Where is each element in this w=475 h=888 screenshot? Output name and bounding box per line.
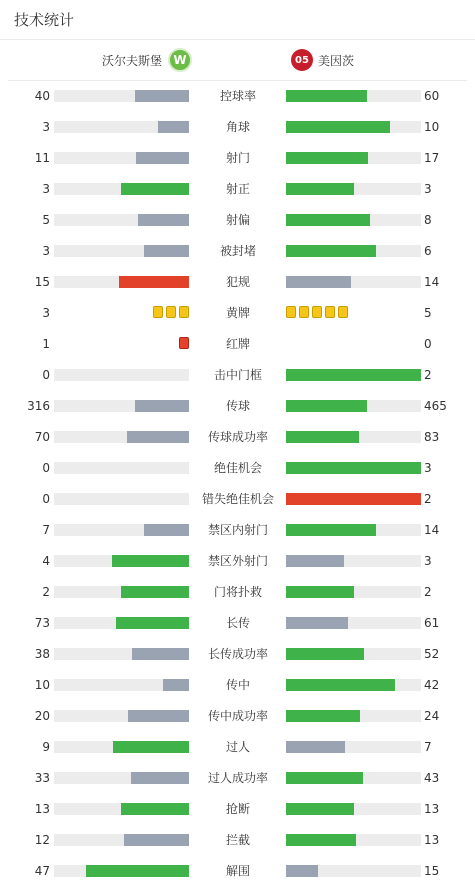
away-stat-value: 3 — [424, 554, 432, 568]
away-stat-bar-track — [286, 431, 421, 443]
away-stat-bar — [286, 493, 421, 505]
away-stat-bar — [286, 183, 354, 195]
away-stat-bar — [286, 369, 421, 381]
away-stat-bar-track — [286, 183, 421, 195]
home-stat-bar — [119, 276, 189, 288]
stat-row — [0, 608, 475, 639]
stat-row — [0, 453, 475, 484]
away-stat-value: 24 — [424, 709, 440, 723]
away-stat-bar-track — [286, 648, 421, 660]
home-team[interactable] — [102, 40, 192, 80]
home-stat-bar-track — [54, 245, 189, 257]
home-stat-value: 73 — [34, 616, 50, 630]
home-stat-bar — [128, 710, 189, 722]
home-stat-bar-track — [54, 214, 189, 226]
away-stat-bar-track — [286, 679, 421, 691]
away-stat-bar-track — [286, 586, 421, 598]
home-stat-value: 3 — [42, 120, 50, 134]
home-stat-bar-track — [54, 865, 189, 877]
home-stat-value: 0 — [42, 368, 50, 382]
title-bar — [0, 0, 475, 40]
home-yellow-cards — [153, 306, 189, 320]
away-stat-bar-track — [286, 865, 421, 877]
stat-label: 抢断 — [225, 802, 250, 816]
yellow-card-icon — [299, 306, 309, 318]
stat-label: 射偏 — [225, 213, 250, 227]
home-stat-value: 11 — [34, 151, 50, 165]
away-stat-value: 13 — [424, 833, 440, 847]
away-stat-value: 14 — [424, 523, 440, 537]
away-stat-bar — [286, 121, 390, 133]
away-stat-bar — [286, 710, 360, 722]
away-stat-bar — [286, 245, 376, 257]
stat-label: 拦截 — [225, 833, 250, 847]
yellow-card-icon — [153, 306, 163, 318]
home-stat-bar — [121, 183, 189, 195]
stat-row — [0, 205, 475, 236]
away-stat-value: 2 — [424, 585, 432, 599]
home-stat-bar — [131, 772, 189, 784]
red-card-icon — [179, 337, 189, 349]
away-stat-bar-track — [286, 245, 421, 257]
away-stat-bar-track — [286, 90, 421, 102]
stat-label: 传球成功率 — [207, 430, 268, 444]
stat-label: 过人 — [225, 740, 250, 754]
home-red-cards — [179, 337, 189, 351]
stat-label: 被封堵 — [219, 244, 256, 258]
stat-label: 禁区外射门 — [207, 554, 268, 568]
yellow-card-icon — [312, 306, 322, 318]
home-stat-value: 15 — [34, 275, 50, 289]
home-stat-bar-track — [54, 803, 189, 815]
home-stat-bar-track — [54, 121, 189, 133]
stat-label: 长传 — [225, 616, 250, 630]
stat-label: 门将扑救 — [213, 585, 262, 599]
home-stat-value: 3 — [42, 244, 50, 258]
stat-label: 禁区内射门 — [207, 523, 268, 537]
away-stat-bar — [286, 400, 367, 412]
home-stat-value: 12 — [34, 833, 50, 847]
away-stat-bar — [286, 679, 395, 691]
away-stat-value: 60 — [424, 89, 440, 103]
home-stat-bar — [144, 245, 189, 257]
away-stat-value: 83 — [424, 430, 440, 444]
away-stat-bar — [286, 214, 370, 226]
away-stat-bar — [286, 431, 359, 443]
home-stat-bar-track — [54, 586, 189, 598]
team-header — [8, 40, 467, 81]
home-stat-bar-track — [54, 772, 189, 784]
home-stat-value: 38 — [34, 647, 50, 661]
home-stat-value: 3 — [42, 182, 50, 196]
stat-label: 犯规 — [225, 275, 250, 289]
home-stat-bar — [112, 555, 189, 567]
away-stat-bar — [286, 865, 318, 877]
stat-row — [0, 825, 475, 856]
away-stat-value: 42 — [424, 678, 440, 692]
home-stat-bar-track — [54, 710, 189, 722]
home-stat-value: 316 — [27, 399, 50, 413]
home-stat-value: 5 — [42, 213, 50, 227]
stat-label: 射门 — [225, 151, 250, 165]
home-stat-bar — [163, 679, 189, 691]
away-stat-value: 2 — [424, 368, 432, 382]
home-stat-bar-track — [54, 400, 189, 412]
stat-label: 控球率 — [219, 89, 256, 103]
stat-row — [0, 515, 475, 546]
stat-row — [0, 267, 475, 298]
home-stat-bar-track — [54, 369, 189, 381]
stat-label: 角球 — [225, 120, 250, 134]
away-stat-bar-track — [286, 462, 421, 474]
away-stat-bar — [286, 555, 344, 567]
home-stat-value: 70 — [34, 430, 50, 444]
page-title: 技术统计 — [14, 11, 75, 29]
stat-row — [0, 112, 475, 143]
away-yellow-cards — [286, 306, 348, 320]
home-stat-value: 47 — [34, 864, 50, 878]
away-stat-bar-track — [286, 741, 421, 753]
home-stat-bar — [113, 741, 189, 753]
away-stat-bar — [286, 741, 345, 753]
away-stat-bar-track — [286, 493, 421, 505]
home-stat-bar — [136, 152, 189, 164]
stat-row — [0, 856, 475, 887]
away-stat-value: 3 — [424, 461, 432, 475]
home-stat-bar-track — [54, 555, 189, 567]
away-stat-bar-track — [286, 710, 421, 722]
away-stat-bar-track — [286, 524, 421, 536]
away-stat-bar — [286, 803, 354, 815]
home-stat-bar — [158, 121, 189, 133]
home-stat-bar — [124, 834, 189, 846]
home-stat-value: 13 — [34, 802, 50, 816]
away-stat-value: 5 — [424, 306, 432, 320]
away-stat-value: 2 — [424, 492, 432, 506]
away-stat-bar — [286, 462, 421, 474]
away-stat-bar — [286, 524, 376, 536]
away-stat-bar — [286, 586, 354, 598]
home-stat-value: 7 — [42, 523, 50, 537]
away-stat-bar-track — [286, 214, 421, 226]
away-stat-bar-track — [286, 803, 421, 815]
away-stat-value: 8 — [424, 213, 432, 227]
away-stat-value: 14 — [424, 275, 440, 289]
stat-label: 传球 — [225, 399, 250, 413]
stat-row — [0, 81, 475, 112]
home-stat-bar-track — [54, 276, 189, 288]
yellow-card-icon — [179, 306, 189, 318]
yellow-card-icon — [166, 306, 176, 318]
home-stat-value: 0 — [42, 461, 50, 475]
stat-row — [0, 732, 475, 763]
stat-row — [0, 701, 475, 732]
home-stat-bar-track — [54, 834, 189, 846]
stat-label: 射正 — [225, 182, 250, 196]
stat-label: 绝佳机会 — [213, 461, 262, 475]
stat-label: 传中成功率 — [207, 709, 268, 723]
home-stat-bar-track — [54, 524, 189, 536]
away-stat-bar-track — [286, 617, 421, 629]
home-stat-bar-track — [54, 90, 189, 102]
away-stat-value: 6 — [424, 244, 432, 258]
yellow-card-icon — [286, 306, 296, 318]
stat-label: 红牌 — [225, 337, 250, 351]
yellow-card-icon — [325, 306, 335, 318]
stat-row — [0, 577, 475, 608]
stat-row — [0, 639, 475, 670]
away-stat-bar-track — [286, 121, 421, 133]
away-stat-bar — [286, 152, 368, 164]
away-stat-bar-track — [286, 400, 421, 412]
home-stat-value: 1 — [42, 337, 50, 351]
stat-row — [0, 143, 475, 174]
stat-row — [0, 794, 475, 825]
away-stat-bar-track — [286, 276, 421, 288]
home-stat-value: 10 — [34, 678, 50, 692]
away-stat-bar — [286, 90, 367, 102]
away-stat-bar-track — [286, 152, 421, 164]
away-stat-value: 3 — [424, 182, 432, 196]
wolfsburg-logo-icon: W — [168, 48, 192, 72]
home-stat-bar — [116, 617, 189, 629]
away-stat-bar-track — [286, 369, 421, 381]
away-stat-value: 465 — [424, 399, 447, 413]
home-stat-value: 20 — [34, 709, 50, 723]
away-stat-value: 15 — [424, 864, 440, 878]
home-stat-bar-track — [54, 679, 189, 691]
home-stat-bar-track — [54, 431, 189, 443]
stat-label: 击中门框 — [213, 368, 262, 382]
stat-label: 过人成功率 — [207, 771, 268, 785]
away-stat-bar — [286, 772, 363, 784]
away-team[interactable] — [291, 40, 354, 80]
stat-row — [0, 236, 475, 267]
home-stat-value: 0 — [42, 492, 50, 506]
stat-row — [0, 763, 475, 794]
stat-row — [0, 422, 475, 453]
home-stat-bar — [135, 400, 189, 412]
home-stat-bar — [135, 90, 189, 102]
away-stat-bar — [286, 617, 348, 629]
stat-row — [0, 546, 475, 577]
stat-label: 解围 — [225, 864, 250, 878]
away-stat-value: 61 — [424, 616, 440, 630]
home-stat-bar — [132, 648, 189, 660]
stat-row — [0, 298, 475, 329]
home-stat-value: 9 — [42, 740, 50, 754]
away-stat-value: 7 — [424, 740, 432, 754]
home-stat-bar — [121, 586, 189, 598]
home-stat-bar-track — [54, 183, 189, 195]
stat-row — [0, 391, 475, 422]
home-stat-bar — [127, 431, 189, 443]
stat-row — [0, 670, 475, 701]
away-stat-value: 43 — [424, 771, 440, 785]
home-stat-value: 4 — [42, 554, 50, 568]
home-stat-bar-track — [54, 493, 189, 505]
home-stat-bar-track — [54, 152, 189, 164]
away-stat-bar — [286, 276, 351, 288]
away-stat-value: 0 — [424, 337, 432, 351]
away-stat-value: 52 — [424, 647, 440, 661]
stat-row — [0, 484, 475, 515]
home-stat-value: 3 — [42, 306, 50, 320]
home-stat-bar-track — [54, 462, 189, 474]
away-stat-value: 13 — [424, 802, 440, 816]
away-stat-bar — [286, 648, 364, 660]
stat-row — [0, 174, 475, 205]
away-team-name: 美因茨 — [318, 53, 355, 68]
stat-label: 黄牌 — [225, 306, 250, 320]
home-stat-bar-track — [54, 617, 189, 629]
home-stat-bar — [121, 803, 189, 815]
home-stat-bar-track — [54, 648, 189, 660]
home-stat-value: 40 — [34, 89, 50, 103]
away-stat-bar — [286, 834, 356, 846]
away-stat-bar-track — [286, 555, 421, 567]
home-stat-bar-track — [54, 741, 189, 753]
home-stat-value: 2 — [42, 585, 50, 599]
home-team-name: 沃尔夫斯堡 — [102, 53, 163, 68]
home-stat-value: 33 — [34, 771, 50, 785]
away-stat-bar-track — [286, 834, 421, 846]
home-stat-bar — [86, 865, 189, 877]
mainz-logo-icon: 05 — [291, 49, 313, 71]
home-stat-bar — [144, 524, 189, 536]
stat-label: 传中 — [225, 678, 250, 692]
home-stat-bar — [138, 214, 189, 226]
away-stat-value: 17 — [424, 151, 440, 165]
stat-label: 长传成功率 — [207, 647, 268, 661]
stat-label: 错失绝佳机会 — [201, 492, 274, 506]
away-stat-value: 10 — [424, 120, 440, 134]
stat-row — [0, 329, 475, 360]
stat-row — [0, 360, 475, 391]
away-stat-bar-track — [286, 772, 421, 784]
yellow-card-icon — [338, 306, 348, 318]
